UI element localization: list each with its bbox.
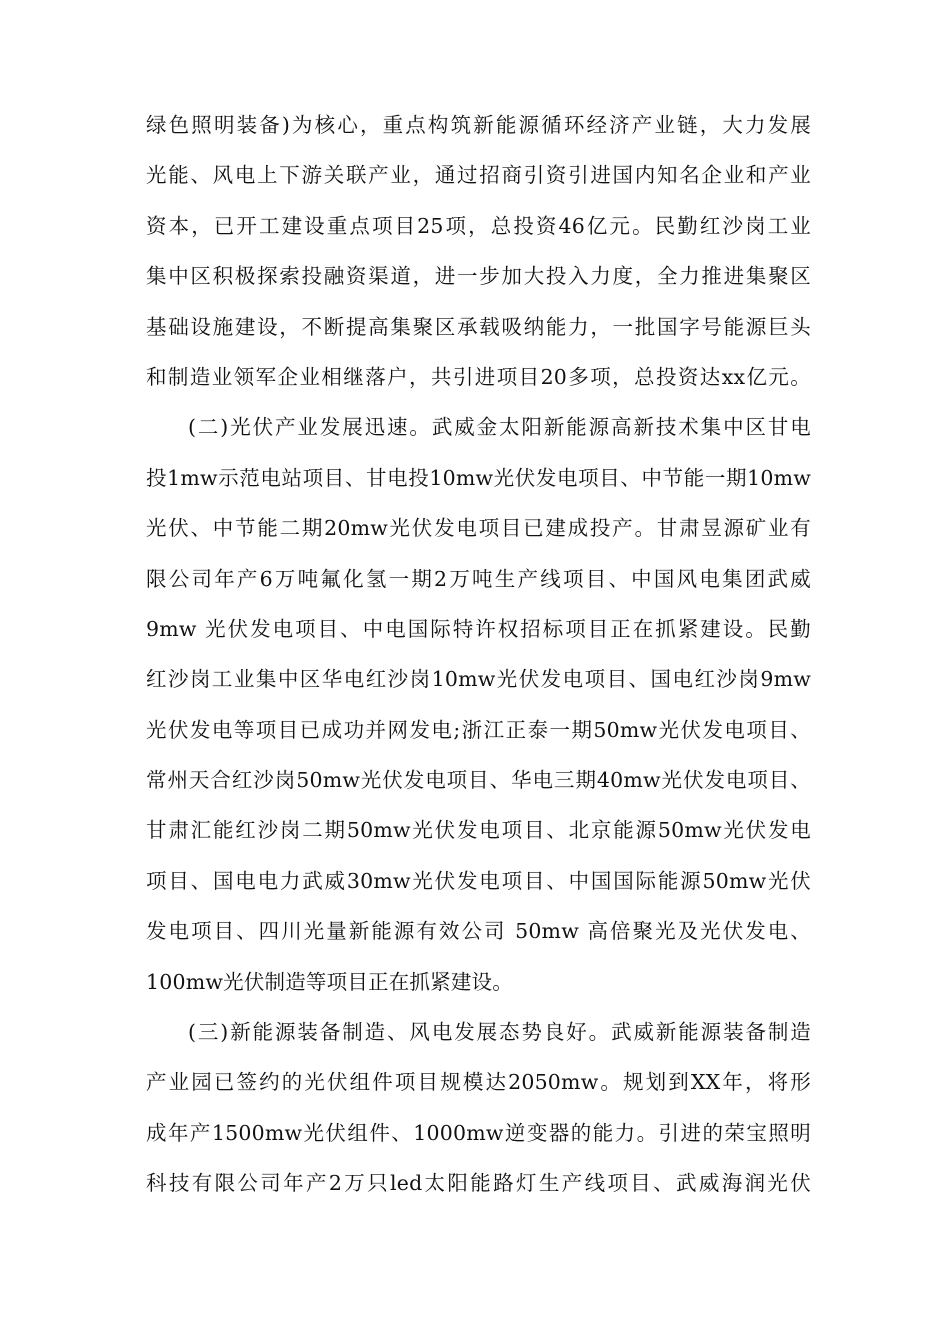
text-line: 项目、国电电力武威30mw光伏发电项目、中国国际能源50mw光伏 bbox=[146, 868, 811, 893]
text-line: 9mw 光伏发电项目、中电国际特许权招标项目正在抓紧建设。民勤 bbox=[146, 616, 811, 641]
section-heading-line: (三)新能源装备制造、风电发展态势良好。武威新能源装备制造 bbox=[188, 1020, 811, 1045]
text-line: 甘肃汇能红沙岗二期50mw光伏发电项目、北京能源50mw光伏发电 bbox=[146, 818, 811, 843]
text-line: 限公司年产6万吨氟化氢一期2万吨生产线项目、中国风电集团武威 bbox=[146, 566, 811, 591]
text-line: 红沙岗工业集中区华电红沙岗10mw光伏发电项目、国电红沙岗9mw bbox=[146, 667, 811, 692]
text-line: 资本，已开工建设重点项目25项，总投资46亿元。民勤红沙岗工业 bbox=[146, 213, 811, 238]
section-heading-line: (二)光伏产业发展迅速。武威金太阳新能源高新技术集中区甘电 bbox=[188, 415, 811, 440]
text-line: 基础设施建设，不断提高集聚区承载吸纳能力，一批国字号能源巨头 bbox=[146, 314, 811, 339]
text-line: 光伏发电等项目已成功并网发电;浙江正泰一期50mw光伏发电项目、 bbox=[146, 717, 811, 742]
text-line: 常州天合红沙岗50mw光伏发电项目、华电三期40mw光伏发电项目、 bbox=[146, 768, 811, 793]
text-line: 投1mw示范电站项目、甘电投10mw光伏发电项目、中节能一期10mw bbox=[146, 465, 811, 490]
body-text bbox=[146, 100, 811, 1209]
text-line: 光伏、中节能二期20mw光伏发电项目已建成投产。甘肃昱源矿业有 bbox=[146, 516, 811, 541]
text-line: 科技有限公司年产2万只led太阳能路灯生产线项目、武威海润光伏 bbox=[146, 1171, 811, 1196]
text-line: 成年产1500mw光伏组件、1000mw逆变器的能力。引进的荣宝照明 bbox=[146, 1120, 811, 1145]
text-line: 产业园已签约的光伏组件项目规模达2050mw。规划到XX年，将形 bbox=[146, 1070, 811, 1095]
text-line: 绿色照明装备)为核心，重点构筑新能源循环经济产业链，大力发展 bbox=[146, 113, 811, 137]
text-line: 100mw光伏制造等项目正在抓紧建设。 bbox=[146, 969, 513, 994]
text-line: 发电项目、四川光量新能源有效公司 50mw 高倍聚光及光伏发电、 bbox=[146, 919, 811, 944]
text-line: 光能、风电上下游关联产业，通过招商引资引进国内知名企业和产业 bbox=[146, 163, 811, 188]
text-line: 和制造业领军企业相继落户，共引进项目20多项，总投资达xx亿元。 bbox=[146, 364, 811, 389]
text-line: 集中区积极探索投融资渠道，进一步加大投入力度，全力推进集聚区 bbox=[146, 264, 811, 289]
